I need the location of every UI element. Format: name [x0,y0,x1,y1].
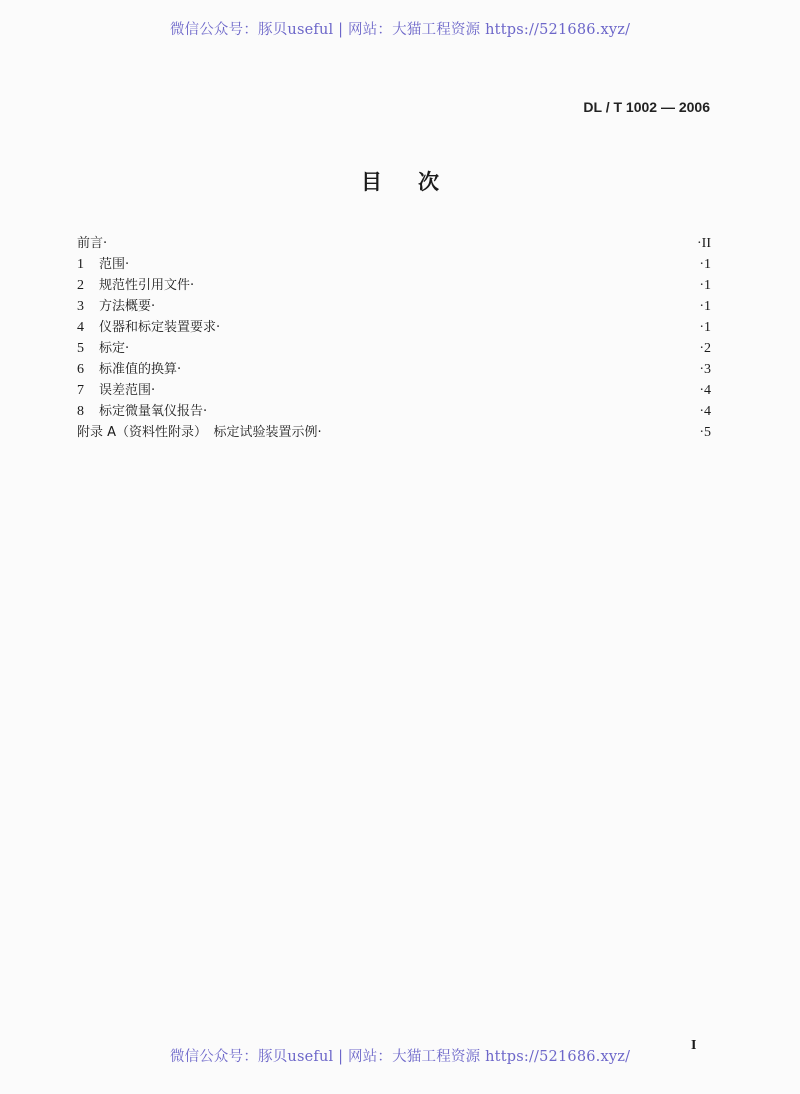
toc-entry-label: 方法概要· [99,299,156,314]
toc-entry-2[interactable] [77,274,711,295]
watermark-bottom: 微信公众号：豚贝useful | 网站：大猫工程资源 https://521686.xyz/ [169,1049,631,1065]
toc-entry-label: 误差范围· [99,383,156,398]
toc-entry-number: 8 [77,404,84,419]
table-of-contents [77,232,711,442]
toc-entry-label: 附录 A（资料性附录） 标定试验装置示例· [77,425,322,440]
toc-entry-number: 4 [77,320,84,335]
toc-entry-number: 2 [77,278,84,293]
toc-entry-label: 规范性引用文件· [99,278,195,293]
toc-entry-page: ·4 [699,383,711,398]
toc-entry-label: 前言· [77,236,108,251]
toc-entry-5[interactable] [77,337,711,358]
toc-entry-page: ·II [697,236,711,251]
toc-entry-number: 1 [77,257,84,272]
toc-entry-number: 5 [77,341,84,356]
toc-entry-page: ·2 [699,341,711,356]
toc-entry-label: 仪器和标定装置要求· [99,320,221,335]
toc-entry-label: 标准值的换算· [99,362,182,377]
standard-number: DL / T 1002 — 2006 [583,99,710,115]
toc-entry-foreword[interactable] [77,232,711,253]
toc-entry-page: ·1 [699,299,711,314]
toc-entry-page: ·1 [699,257,711,272]
toc-entry-4[interactable] [77,316,711,337]
toc-entry-appendix-a[interactable] [77,421,711,442]
toc-entry-label: 标定微量氧仪报告· [99,404,208,419]
toc-entry-number: 7 [77,383,84,398]
toc-entry-8[interactable] [77,400,711,421]
toc-entry-number: 3 [77,299,84,314]
toc-entry-page: ·1 [699,320,711,335]
page-number: I [691,1038,697,1053]
toc-entry-1[interactable] [77,253,711,274]
toc-entry-page: ·4 [699,404,711,419]
toc-entry-3[interactable] [77,295,711,316]
toc-entry-7[interactable] [77,379,711,400]
toc-entry-page: ·1 [699,278,711,293]
toc-entry-page: ·5 [699,425,711,440]
toc-entry-label: 范围· [99,257,130,272]
toc-entry-number: 6 [77,362,84,377]
page-title: 目次 [361,170,475,194]
toc-entry-label: 标定· [99,341,130,356]
toc-entry-6[interactable] [77,358,711,379]
watermark-top: 微信公众号：豚贝useful | 网站：大猫工程资源 https://521686.xyz/ [169,22,631,38]
toc-entry-page: ·3 [699,362,711,377]
